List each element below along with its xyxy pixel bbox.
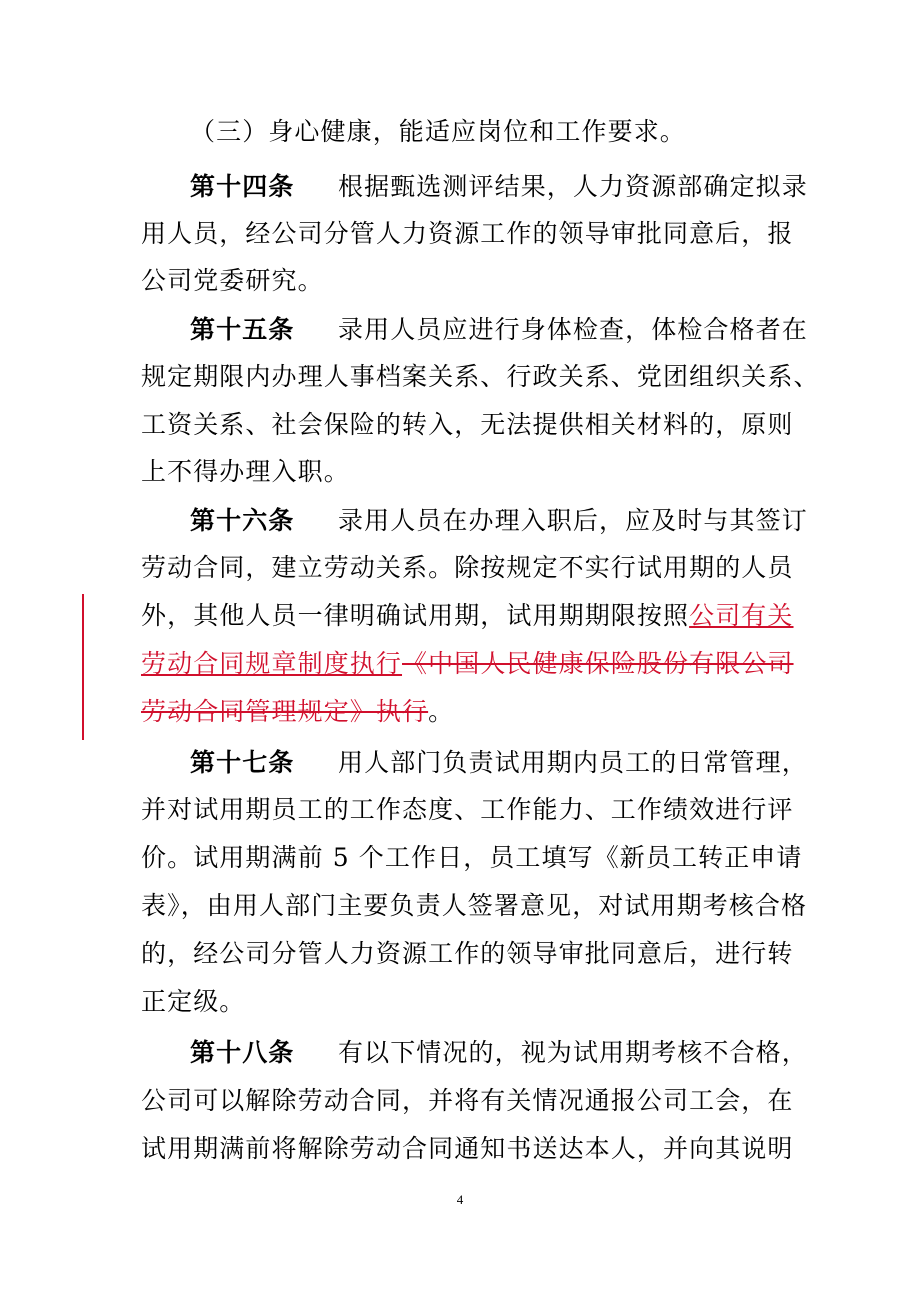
text: 工资关系、社会保险的转入，无法提供相关材料的，原则: [141, 410, 794, 439]
text: （三）身心健康，能适应岗位和工作要求。: [190, 117, 686, 146]
article-18-line-3: [141, 1134, 794, 1164]
article-14-line-3: [141, 266, 324, 296]
article-18-first-line: [190, 1038, 808, 1068]
tracked-deletion[interactable]: 《中国人民健康保险股份有限公司: [402, 649, 794, 678]
clause-3-line: [190, 117, 686, 147]
article-17-line-3: [141, 843, 803, 873]
article-17-line-6: [141, 987, 245, 1017]
tracked-insertion[interactable]: 劳动合同规章制度执行: [141, 649, 403, 678]
text: 试用期满前将解除劳动合同通知书送达本人，并向其说明: [141, 1134, 794, 1163]
article-16-line-3: [141, 601, 794, 631]
text: 并对试用期员工的工作态度、工作能力、工作绩效进行评: [141, 795, 794, 824]
text: 的，经公司分管人力资源工作的领导审批同意后，进行转: [141, 939, 794, 968]
page-number: 4: [456, 1192, 464, 1207]
text: 上不得办理入职。: [141, 457, 350, 486]
tracked-insertion[interactable]: 公司有关: [689, 601, 794, 630]
article-17-text: 用人部门负责试用期内员工的日常管理，: [338, 748, 808, 777]
article-18-label: 第十八条: [190, 1038, 295, 1067]
article-18-text: 有以下情况的，视为试用期考核不合格，: [338, 1038, 808, 1067]
text: 表》，由用人部门主要负责人签署意见，对试用期考核合格: [141, 891, 808, 920]
text: 。: [428, 697, 455, 726]
revision-change-bar: [82, 594, 84, 740]
article-17-line-5: [141, 939, 794, 969]
article-16-first-line: [190, 506, 808, 536]
text: 劳动合同，建立劳动关系。除按规定不实行试用期的人员: [141, 553, 794, 582]
article-17-line-4: [141, 891, 807, 921]
text: 公司可以解除劳动合同，并将有关情况通报公司工会，在: [141, 1086, 794, 1115]
article-16-label: 第十六条: [190, 506, 295, 535]
article-14-first-line: [190, 172, 808, 202]
text: 正定级。: [141, 987, 246, 1016]
article-16-line-2: [141, 553, 794, 583]
tracked-deletion[interactable]: 劳动合同管理规定》执行: [141, 697, 429, 726]
text: 公司党委研究。: [141, 266, 324, 295]
article-16-text: 录用人员在办理入职后，应及时与其签订: [338, 506, 808, 535]
article-14-text: 根据甄选测评结果，人力资源部确定拟录: [338, 172, 808, 201]
article-15-line-4: [141, 457, 350, 487]
article-17-first-line: [190, 748, 808, 778]
article-16-line-5: [141, 697, 454, 727]
text: 规定期限内办理人事档案关系、行政关系、党团组织关系、: [141, 362, 820, 391]
article-17-line-2: [141, 795, 794, 825]
text: 价。试用期满前 5 个工作日，员工填写《新员工转正申请: [141, 843, 803, 872]
article-14-label: 第十四条: [190, 172, 295, 201]
text: 用人员，经公司分管人力资源工作的领导审批同意后，报: [141, 219, 794, 248]
article-15-label: 第十五条: [190, 315, 295, 344]
article-17-label: 第十七条: [190, 748, 295, 777]
article-15-line-2: [141, 362, 820, 392]
article-15-line-3: [141, 410, 794, 440]
article-15-first-line: [190, 315, 808, 345]
article-16-line-4: [141, 649, 794, 679]
text: 外，其他人员一律明确试用期，试用期期限按照: [141, 601, 690, 630]
article-15-text: 录用人员应进行身体检查，体检合格者在: [338, 315, 808, 344]
article-18-line-2: [141, 1086, 794, 1116]
article-14-line-2: [141, 219, 794, 249]
